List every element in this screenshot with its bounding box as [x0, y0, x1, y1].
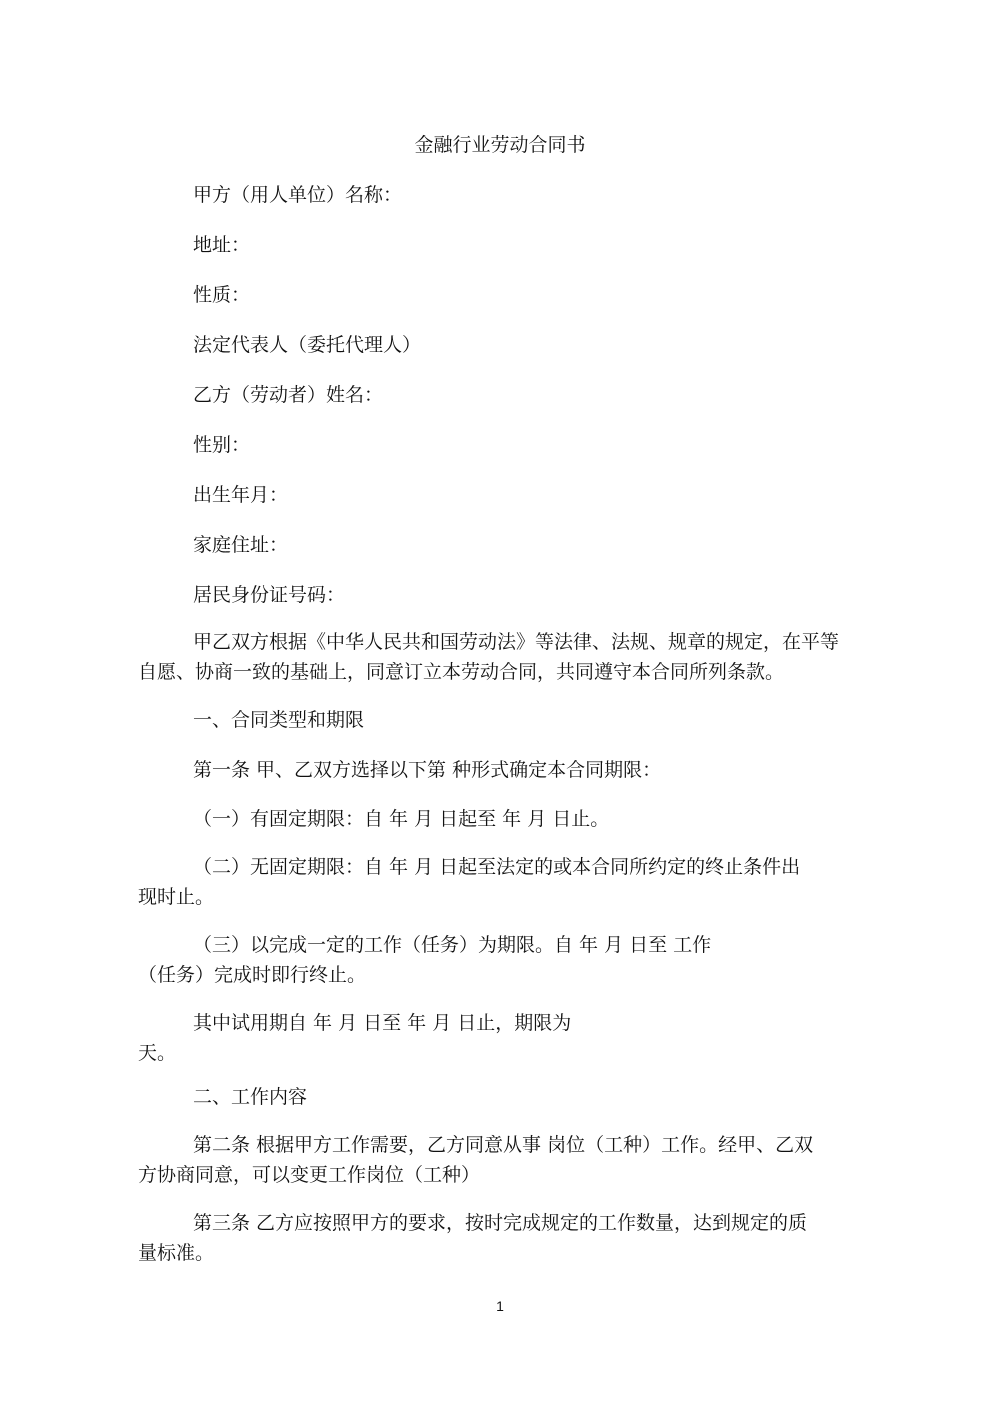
article-3-line-1: 第三条 乙方应按照甲方的要求，按时完成规定的工作数量，达到规定的质	[193, 1212, 808, 1234]
party-a-nature-field: 性质：	[193, 284, 251, 306]
article-3-line-2: 量标准。	[138, 1242, 215, 1264]
party-b-birth-field: 出生年月：	[193, 484, 289, 506]
term-option-task-line-2: （任务）完成时即行终止。	[138, 964, 367, 986]
section-1-heading: 一、合同类型和期限	[193, 709, 365, 731]
party-a-address-field: 地址：	[193, 234, 251, 256]
article-2-line-1: 第二条 根据甲方工作需要，乙方同意从事 岗位（工种）工作。经甲、乙双	[193, 1134, 814, 1156]
probation-line-2: 天。	[138, 1042, 177, 1064]
party-b-name-field: 乙方（劳动者）姓名：	[193, 384, 384, 406]
preamble-line-2: 自愿、协商一致的基础上，同意订立本劳动合同，共同遵守本合同所列条款。	[138, 661, 785, 683]
article-2-line-2: 方协商同意，可以变更工作岗位（工种）	[138, 1164, 481, 1186]
article-1-text: 第一条 甲、乙双方选择以下第 种形式确定本合同期限：	[193, 759, 662, 781]
party-a-name-field: 甲方（用人单位）名称：	[193, 184, 403, 206]
page-number: 1	[496, 1298, 504, 1314]
legal-representative-field: 法定代表人（委托代理人）	[193, 334, 422, 356]
section-2-heading: 二、工作内容	[193, 1086, 308, 1108]
term-option-unfixed-line-1: （二）无固定期限：自 年 月 日起至法定的或本合同所约定的终止条件出	[193, 856, 801, 878]
document-title: 金融行业劳动合同书	[414, 134, 586, 156]
term-option-fixed: （一）有固定期限：自 年 月 日起至 年 月 日止。	[193, 808, 610, 830]
party-b-gender-field: 性别：	[193, 434, 251, 456]
term-option-unfixed-line-2: 现时止。	[138, 886, 215, 908]
term-option-task-line-1: （三）以完成一定的工作（任务）为期限。自 年 月 日至 工作	[193, 934, 712, 956]
party-b-address-field: 家庭住址：	[193, 534, 289, 556]
party-b-id-field: 居民身份证号码：	[193, 584, 346, 606]
probation-line-1: 其中试用期自 年 月 日至 年 月 日止，期限为	[193, 1012, 572, 1034]
preamble-line-1: 甲乙双方根据《中华人民共和国劳动法》等法律、法规、规章的规定，在平等	[193, 631, 840, 653]
